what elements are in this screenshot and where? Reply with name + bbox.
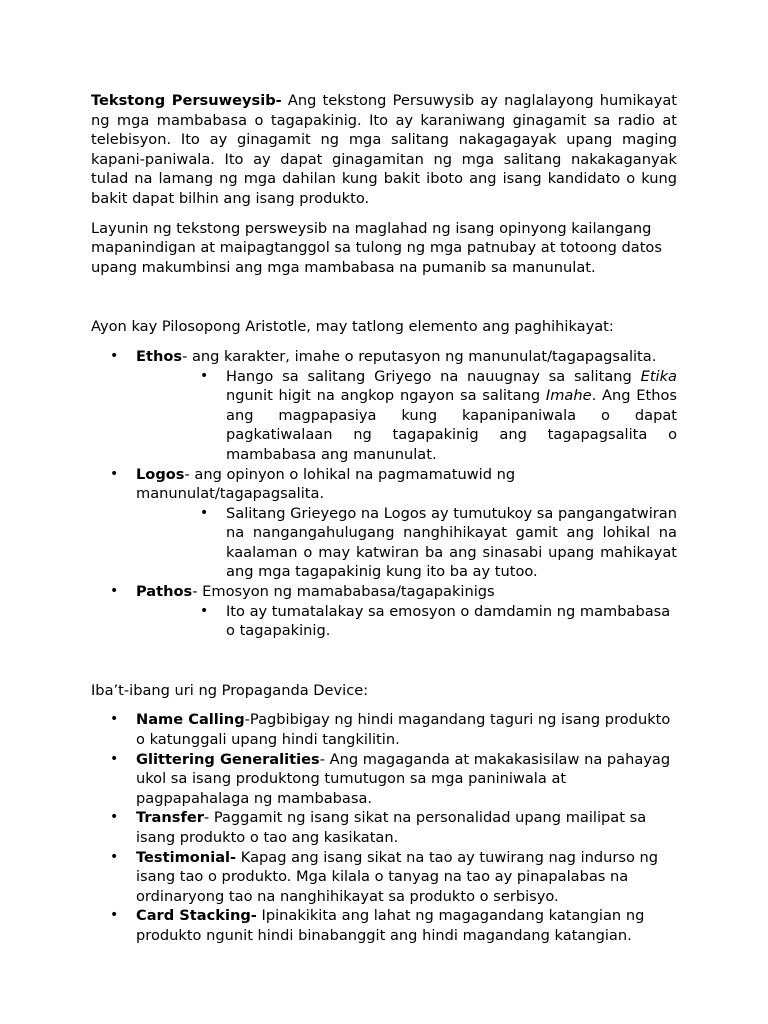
bullet-icon: • [200, 367, 209, 384]
ethos-term: Ethos [136, 347, 183, 365]
bullet-icon: • [110, 848, 119, 865]
pathos-sublist [136, 602, 677, 641]
ethos-sublist [136, 367, 677, 465]
pathos-sub-item [136, 602, 677, 641]
ethos-sub-item [136, 367, 677, 465]
logos-term: Logos [136, 465, 185, 483]
propaganda-desc: - Paggamit ng isang sikat na personalidad upang mailipat sa isang produkto o tao ang kasikatan. [136, 809, 647, 846]
bullet-icon: • [110, 809, 119, 826]
aristotle-elements-list [91, 347, 677, 641]
pathos-sub-text: Ito ay tumatalakay sa emosyon o damdamin ng mambabasa o tagapakinig. [226, 602, 671, 640]
bullet-icon: • [110, 465, 119, 482]
bullet-icon: • [110, 347, 119, 364]
propaganda-list [91, 710, 677, 945]
logos-sublist [136, 504, 677, 582]
ethos-sub-text-1: Hango sa salitang Griyego na nauugnay sa salitang [226, 367, 641, 385]
propaganda-term: Testimonial- [136, 848, 237, 866]
list-item-pathos [91, 582, 677, 641]
ethos-sub-text-2: ngunit higit na angkop ngayon sa salitang [226, 387, 546, 405]
logos-desc: - ang opinyon o lohikal na pagmamatuwid ng manunulat/tagapagsalita. [136, 465, 516, 503]
propaganda-term: Card Stacking- [136, 907, 257, 925]
bullet-icon: • [200, 504, 209, 521]
propaganda-desc: - Ang magaganda at makakasisilaw na pahayag ukol sa isang produktong tumutugon sa mga paniniwala at pagpapahalaga ng mambabasa. [136, 750, 671, 807]
logos-sub-text: Salitang Grieyego na Logos ay tumutukoy sa pangangatwiran na nangangahulugang nanghihikayat gamit ang lohikal na kaalaman o may katwiran ba ang sinasabi upang mahikayat ang mga tagapakinig kung ito ba ay tutoo. [226, 504, 677, 581]
intro-paragraph [91, 91, 677, 209]
list-item-ethos [91, 347, 677, 465]
list-item-testimonial [91, 848, 677, 907]
ethos-desc: - ang karakter, imahe o reputasyon ng manunulat/tagapagsalita. [182, 347, 657, 365]
document-body [91, 91, 677, 946]
propaganda-term: Glittering Generalities [136, 750, 320, 768]
bullet-icon: • [200, 602, 209, 619]
pathos-desc: - Emosyon ng mamababasa/tagapakinigs [192, 583, 495, 601]
list-item-name-calling [91, 710, 677, 749]
pathos-term: Pathos [136, 583, 193, 601]
intro-definition: Ang tekstong Persuwysib ay naglalayong humikayat ng mga mambabasa o tagapakinig. Ito ay karaniwang ginagamit sa radio at telebisyon. Ito ay ginagamit ng mga salitang nakagagayak upang maging kapani-paniwala. Ito ay dapat ginagamitan ng mga salitang nakakaganyak tulad na lamang ng mga dahilan kung bakit iboto ang isang kandidato o kung bakit dapat bilhin ang isang produkto. [91, 92, 677, 207]
ethos-sub-etika: Etika [640, 367, 677, 385]
propaganda-desc: Kapag ang isang sikat na tao ay tuwirang nag indurso ng isang tao o produkto. Mga kilala o tanyag na tao ay pinapalabas na ordinaryong tao na nanghihikayat sa produkto o serbisyo. [136, 848, 659, 905]
bullet-icon: • [110, 907, 119, 924]
purpose-paragraph: Layunin ng tekstong persweysib na maglahad ng isang opinyong kailangang mapanindigan at maipagtanggol sa tulong ng mga patnubay at totoong datos upang makumbinsi ang mga mambabasa na pumanib sa manunulat. [91, 219, 662, 276]
list-item-glittering-generalities [91, 750, 677, 809]
intro-term: Tekstong Persuweysib- [91, 92, 282, 109]
propaganda-term: Transfer [136, 809, 204, 827]
propaganda-desc: -Pagbibigay ng hindi magandang taguri ng isang produkto o katunggali upang hindi tangkilitin. [136, 711, 671, 749]
propaganda-heading: Iba’t-ibang uri ng Propaganda Device: [91, 681, 369, 699]
list-item-card-stacking [91, 906, 677, 945]
list-item-transfer [91, 808, 677, 847]
propaganda-term: Name Calling [136, 711, 245, 729]
bullet-icon: • [110, 583, 119, 600]
bullet-icon: • [110, 711, 119, 728]
bullet-icon: • [110, 750, 119, 767]
propaganda-desc: Ipinakikita ang lahat ng magagandang katangian ng produkto ngunit hindi binabanggit ang hindi magandang katangian. [136, 907, 645, 944]
ethos-sub-imahe: Imahe [545, 387, 592, 405]
logos-sub-item [136, 504, 677, 582]
list-item-logos [91, 465, 677, 583]
ethos-sub-text-3: . Ang Ethos ang magpapasiya kung kapanipaniwala o dapat pagkatiwalaan ng tagapakinig ang tagapagsalita o mambabasa ang manunulat. [226, 387, 677, 463]
aristotle-heading: Ayon kay Pilosopong Aristotle, may tatlong elemento ang paghihikayat: [91, 318, 614, 336]
